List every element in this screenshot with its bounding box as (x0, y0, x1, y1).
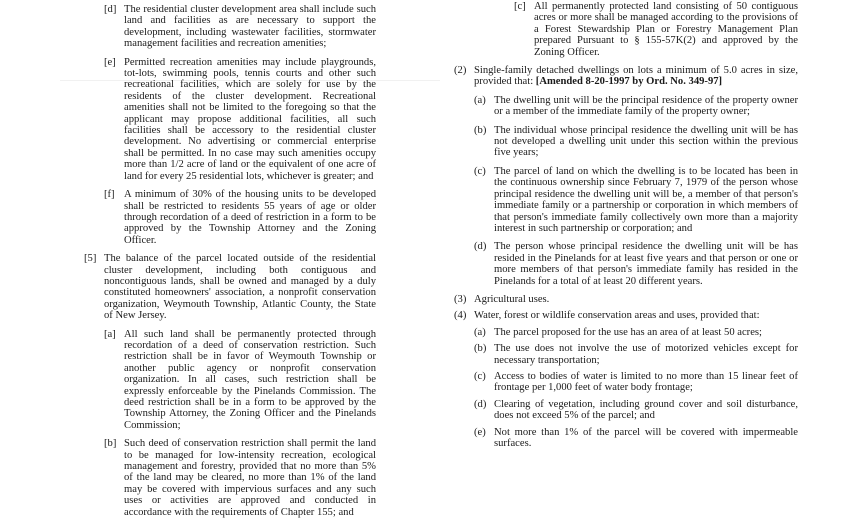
clause-label: (a) (474, 94, 486, 106)
clause-4c (474, 371, 798, 394)
clause-label: [b] (104, 438, 117, 450)
clause-label: [f] (104, 189, 115, 201)
clause-text: Such deed of conservation restriction shall permit the land to be managed for low-intensity recreation, ecological management and forestry, provided that no more than 5% of the land may be cleared, no more than 1% of the land may be covered with impervious surfaces and any such uses or activities are approved and conducted in accordance with the requirements of Chapter 155; and (124, 438, 376, 518)
clause-2c (474, 166, 798, 234)
clause-3 (454, 294, 798, 305)
clause-text: Permitted recreation amenities may include playgrounds, tot-lots, swimming pools, tennis courts and other such recreational facilities, which are solely for use by the residents of the cluster development. Recreational amenities shall not be limited to the foregoing so that the applicant may propose additional facilities, all such facilities shall be accessory to the residential cluster development. No advertising or commercial enterprise shall be permitted. In no case may such amenities occupy more than 1/2 acre of land or the equivalent of one acre of land for every 25 residential lots, whichever is greater; and (124, 56, 376, 182)
clause-label: (3) (454, 293, 467, 305)
clause-d (104, 4, 376, 50)
clause-text: The parcel of land on which the dwelling is to be located has been in the continuous ownership since February 7, 1979 of the person whose principal residence the dwelling unit will be, a member of that person's immediate family or a partnership or corporation in which members of that person's immediate family collectively own more than a majority interest in such partnership or corporation; and (494, 165, 798, 234)
clause-label: (b) (474, 343, 487, 355)
clause-label: [a] (104, 328, 116, 340)
clause-2 (454, 65, 798, 88)
clause-text (474, 65, 798, 88)
clause-e (104, 57, 376, 182)
clause-label: [5] (84, 253, 97, 265)
clause-text: A minimum of 30% of the housing units to be developed shall be restricted to residents 55 years of age or older through recordation of a deed of restriction in a form to be approved by the Township Attorney and the Zoning Officer. (124, 189, 376, 246)
clause-label: (4) (454, 310, 467, 322)
clause-text: The residential cluster development area shall include such land and facilities as are necessary to support the development, including wastewater facilities, stormwater management facilities and recreation amenities; (124, 4, 376, 50)
clause-c (514, 1, 798, 58)
clause-2a (474, 95, 798, 118)
clause-body: Single-family detached dwellings on lots a minimum of 5.0 acres in size, provided that: (474, 65, 798, 88)
clause-label: (d) (474, 398, 487, 410)
clause-text: The parcel proposed for the use has an area of at least 50 acres; (494, 326, 762, 338)
clause-text: All such land shall be permanently protected through recordation of a deed of conservation restriction. Such restriction shall be in favor of Weymouth Township or another public agency or nonprofit conservation organization. In all cases, such restriction shall be expressly enforceable by the Pinelands Commission. The deed restriction shall be in a form to be approved by the Township Attorney, the Zoning Officer and the Pinelands Commission; (124, 328, 376, 431)
clause-text: The use does not involve the use of motorized vehicles except for necessary transportation; (494, 343, 798, 366)
clause-label: (c) (474, 165, 486, 177)
clause-2d (474, 241, 798, 287)
amendment-note: [Amended 8-20-1997 by Ord. No. 349-97] (535, 76, 723, 88)
clause-text: The individual whose principal residence the dwelling unit will be has not developed a dwelling unit under this section within the previous five years; (494, 124, 798, 159)
clause-label: [c] (514, 1, 526, 12)
clause-label: [d] (104, 4, 117, 15)
clause-text: The balance of the parcel located outside of the residential cluster development, including both contiguous and noncontiguous lands, shall be owned and managed by a duly constituted homeowners' association, a nonprofit conservation organization, Weymouth Township, Atlantic County, the State of New Jersey. (104, 253, 376, 322)
clause-label: (a) (474, 326, 486, 338)
right-column (454, 1, 798, 454)
clause-label: (d) (474, 241, 487, 253)
clause-text: Clearing of vegetation, including ground cover and soil disturbance, does not exceed 5% of the parcel; and (494, 398, 798, 422)
clause-f (104, 189, 376, 246)
left-column (84, 4, 376, 525)
clause-b (104, 438, 376, 518)
clause-4a (474, 327, 798, 338)
clause-4e (474, 427, 798, 450)
clause-5 (84, 253, 376, 321)
clause-2b (474, 125, 798, 159)
clause-4d (474, 399, 798, 422)
clause-label: (c) (474, 370, 486, 382)
clause-a (104, 329, 376, 432)
clause-label: (b) (474, 124, 487, 136)
clause-text: All permanently protected land consisting of 50 contiguous acres or more shall be managed according to the provisions of a Forest Stewardship Plan or Forestry Management Plan prepared Pursuant to § 155-57K(2) and approved by the Zoning Officer. (534, 1, 798, 58)
clause-text: Access to bodies of water is limited to no more than 15 linear feet of frontage per 1,000 feet of water body frontage; (494, 370, 798, 394)
clause-text: The person whose principal residence the dwelling unit will be has resided in the Pinelands for at least five years and that person or one or more members of that person's immediate family has resided in the Pinelands for a total of at least 20 different years. (494, 241, 798, 287)
clause-4 (454, 310, 798, 321)
clause-label: (e) (474, 426, 486, 438)
clause-label: (2) (454, 65, 467, 77)
clause-4b (474, 343, 798, 366)
clause-text: The dwelling unit will be the principal residence of the property owner or a member of the immediate family of the property owner; (494, 94, 798, 118)
clause-label: [e] (104, 56, 116, 68)
clause-text: Water, forest or wildlife conservation areas and uses, provided that: (474, 310, 760, 322)
clause-text: Agricultural uses. (474, 293, 550, 305)
clause-text: Not more than 1% of the parcel will be covered with impermeable surfaces. (494, 426, 798, 449)
